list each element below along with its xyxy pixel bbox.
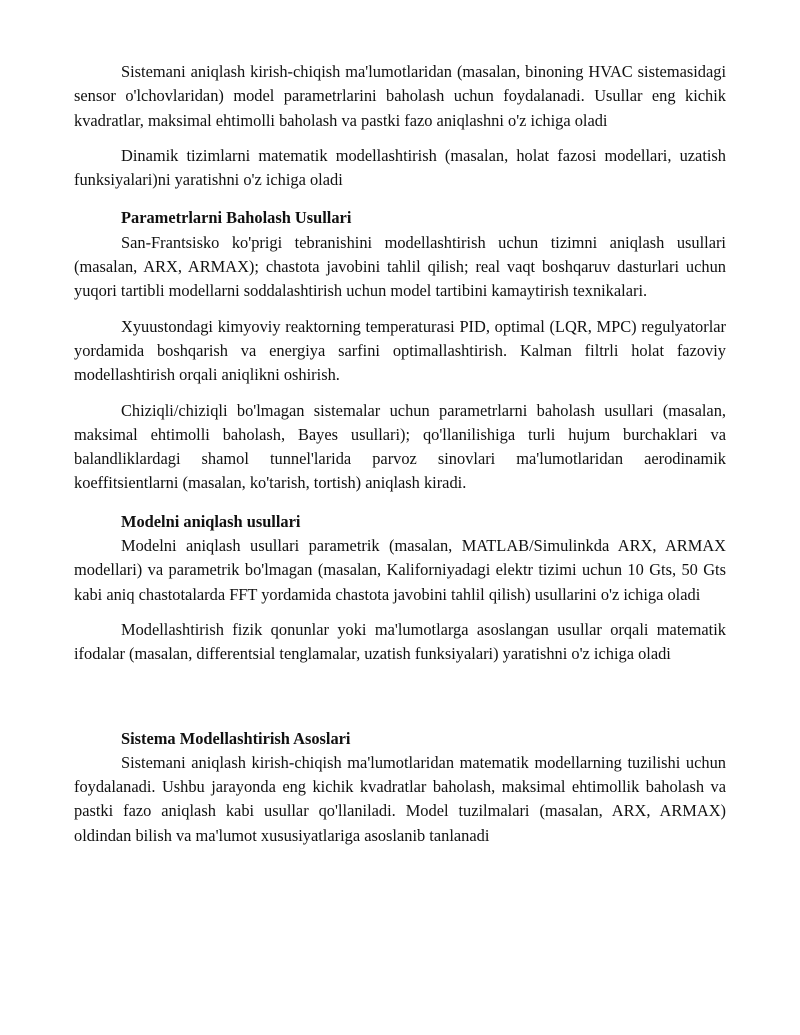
paragraph-system-identification: Sistemani aniqlash kirish-chiqish ma'lumotlaridan (masalan, binoning HVAC sistemasidagi sensor o'lchovlaridan) model parametrlarini baholash uchun foydalanadi. Usullar eng kichik kvadratlar, maksimal ehtimolli baholash va pastki fazo aniqlashni o'z ichiga oladi (74, 62, 726, 130)
spacer (74, 388, 726, 399)
document-page (74, 60, 726, 848)
paragraph-dynamic-modeling: Dinamik tizimlarni matematik modellashtirish (masalan, holat fazosi modellari, uzatish funksiyalari)ni yaratishni o'z ichiga oladi (74, 145, 726, 190)
paragraph-system-modeling-basics: Sistemani aniqlash kirish-chiqish ma'lumotlaridan matematik modellarning tuzilishi uchun foydalanadi. Ushbu jarayonda eng kichik kvadratlar baholash, maksimal ehtimollik baholash va pastki fazo aniqlash kabi usullar qo'llaniladi. Model tuzilmalari (masalan, ARX, ARMAX) oldindan bilish va ma'lumot xususiyatlariga asoslanib tanlanadi (74, 752, 726, 845)
heading-parameter-estimation: Parametrlarni Baholash Usullari (121, 208, 352, 228)
paragraph-parameter-estimation-methods: Chiziqli/chiziqli bo'lmagan sistemalar uchun parametrlarni baholash usullari (masalan, maksimal ehtimolli baholash, Bayes usullari); qo'llanilishiga turli hujum burchaklari va balandliklardagi shamol tunnel'larida parvoz sinovlari ma'lumotlaridan aerodinamik koeffitsientlarni (masalan, ko'tarish, tortish) aniqlash kiradi. (74, 400, 726, 493)
spacer (74, 496, 726, 510)
spacer (74, 192, 726, 206)
heading-model-identification: Modelni aniqlash usullari (121, 511, 301, 531)
heading-system-modeling-basics: Sistema Modellashtirish Asoslari (121, 728, 351, 748)
paragraph-modeling-physical-laws: Modellashtirish fizik qonunlar yoki ma'lumotlarga asoslangan usullar orqali matematik ifodalar (masalan, differentsial tenglamalar, uzatish funksiyalari) yaratishni o'z ichiga oladi (74, 619, 726, 664)
spacer (74, 304, 726, 315)
paragraph-chemical-reactor: Xyuustondagi kimyoviy reaktorning temperaturasi PID, optimal (LQR, MPC) regulyatorlar yordamida boshqarish va energiya sarfini optimallashtirish. Kalman filtrli holat fazoviy modellashtirish orqali aniqlikni oshirish. (74, 316, 726, 385)
spacer (74, 607, 726, 618)
spacer (74, 667, 726, 727)
paragraph-model-identification-methods: Modelni aniqlash usullari parametrik (masalan, MATLAB/Simulinkda ARX, ARMAX modellari) va parametrik bo'lmagan (masalan, Kaliforniyadagi elektr tizimi uchun 10 Gts, 50 Gts kabi aniq chastotalarda FFT yordamida chastota javobini tahlil qilish) usullarini o'z ichiga oladi (74, 536, 726, 604)
paragraph-bridge-vibration: San-Frantsisko ko'prigi tebranishini modellashtirish uchun tizimni aniqlash usullari (masalan, ARX, ARMAX); chastota javobini tahlil qilish; real vaqt boshqaruv dasturlari uchun yuqori tartibli modellarni soddalashtirish uchun model tartibini kamaytirish texnikalari. (74, 232, 726, 301)
spacer (74, 133, 726, 144)
